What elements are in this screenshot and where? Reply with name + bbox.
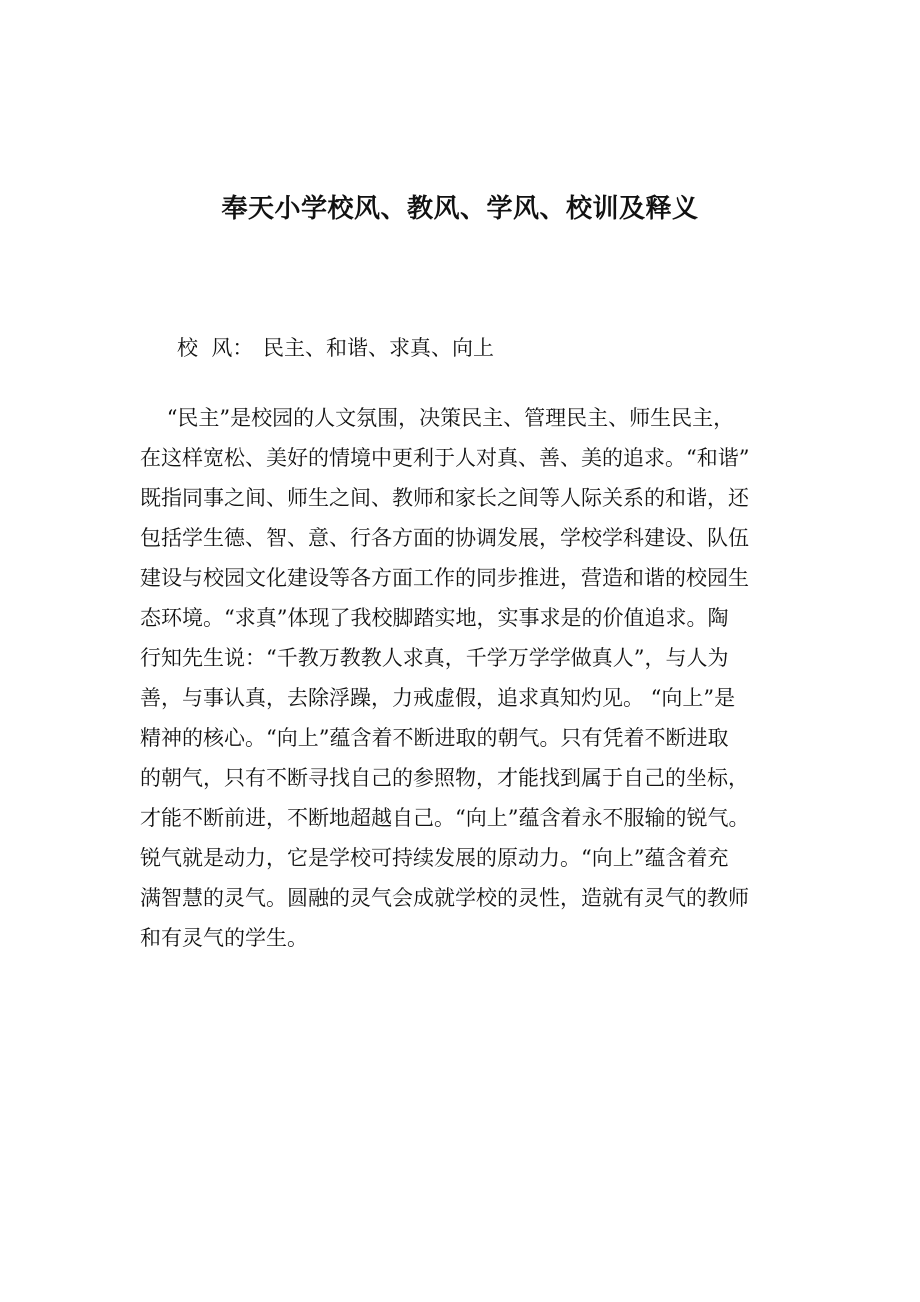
paragraph-line: 包括学生德、智、意、行各方面的协调发展，学校学科建设、队伍 [140,526,749,550]
school-motto-label: 校 风： [177,336,254,360]
document-title: 奉天小学校风、教风、学风、校训及释义 [221,194,699,224]
paragraph-line: 满智慧的灵气。圆融的灵气会成就学校的灵性，造就有灵气的教师 [140,886,749,910]
school-motto-value: 民主、和谐、求真、向上 [263,336,494,360]
paragraph-line: 在这样宽松、美好的情境中更利于人对真、善、美的追求。“和谐” [140,446,750,470]
paragraph-line: 态环境。“求真”体现了我校脚踏实地，实事求是的价值追求。陶 [140,606,729,630]
paragraph-line: 行知先生说：“千教万教教人求真，千学万学学做真人”，与人为 [140,646,729,670]
school-motto-line [177,334,494,362]
paragraph-line: 精神的核心。“向上”蕴含着不断进取的朝气。只有凭着不断进取 [140,726,729,750]
paragraph-line: 和有灵气的学生。 [140,926,308,950]
explanation-paragraph [140,398,785,958]
paragraph-line: 建设与校园文化建设等各方面工作的同步推进，营造和谐的校园生 [140,566,749,590]
paragraph-line: 锐气就是动力，它是学校可持续发展的原动力。“向上”蕴含着充 [140,846,729,870]
paragraph-line: 才能不断前进，不断地超越自己。“向上”蕴含着永不服输的锐气。 [140,806,750,830]
paragraph-line: “民主”是校园的人文氛围，决策民主、管理民主、师生民主， [140,406,735,430]
paragraph-line: 的朝气，只有不断寻找自己的参照物，才能找到属于自己的坐标， [140,766,749,790]
paragraph-line: 既指同事之间、师生之间、教师和家长之间等人际关系的和谐，还 [140,486,749,510]
paragraph-line: 善，与事认真，去除浮躁，力戒虚假，追求真知灼见。 “向上”是 [140,686,736,710]
